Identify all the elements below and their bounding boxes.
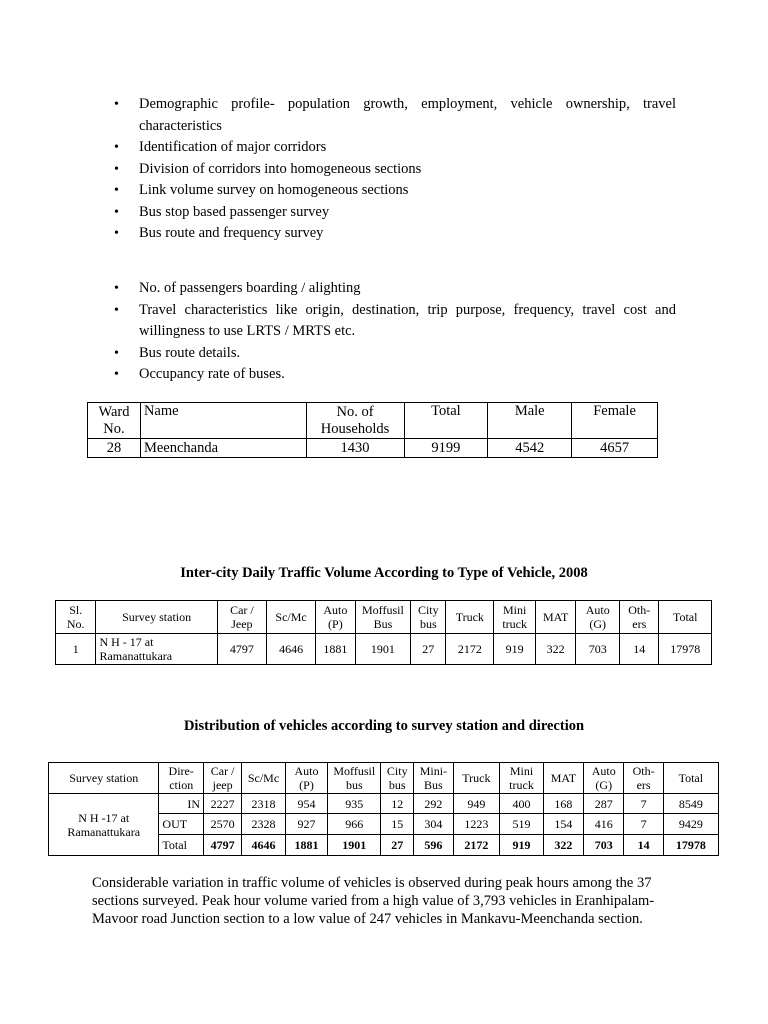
table-row	[49, 794, 719, 814]
table-cell: 8549	[663, 794, 718, 814]
table-cell: 1430	[306, 439, 404, 458]
table-cell: 9199	[404, 439, 488, 458]
table-header-cell: Oth- ers	[624, 763, 663, 794]
table-cell: 966	[328, 814, 381, 835]
table-header-cell: Survey station	[49, 763, 159, 794]
table-header-cell: Mini truck	[494, 601, 536, 634]
table-header-cell: Truck	[453, 763, 500, 794]
table-cell: 7	[624, 814, 663, 835]
ward-table	[87, 402, 658, 458]
list-item: • Occupancy rate of buses.	[112, 364, 676, 386]
table-header-cell: MAT	[543, 763, 583, 794]
table-header-cell: Car / Jeep	[217, 601, 266, 634]
table-cell: 27	[381, 835, 414, 856]
traffic-table-caption: Inter-city Daily Traffic Volume According to Type of Vehicle, 2008	[180, 565, 588, 581]
table-cell: N H -17 at Ramanattukara	[49, 794, 159, 856]
table-cell: 703	[576, 634, 620, 665]
table-header-row	[56, 601, 712, 634]
table-header-cell: City bus	[381, 763, 414, 794]
list-item: • Bus stop based passenger survey	[112, 202, 676, 224]
table-cell: 2172	[446, 634, 494, 665]
table-cell: 304	[414, 814, 453, 835]
table-header-cell: Total	[404, 403, 488, 439]
table-header-cell: Female	[572, 403, 658, 439]
list-item: • Link volume survey on homogeneous sections	[112, 180, 676, 202]
table-cell: 9429	[663, 814, 718, 835]
table-cell: 12	[381, 794, 414, 814]
table-header-cell: Auto (G)	[584, 763, 624, 794]
table-cell: 17978	[659, 634, 712, 665]
table-cell: 322	[535, 634, 575, 665]
list-item: • Travel characteristics like origin, destination, trip purpose, frequency, travel cost and willingness to use LRTS / MRTS etc.	[112, 300, 676, 343]
table-cell: 4542	[488, 439, 572, 458]
table-cell: 519	[500, 814, 544, 835]
table-header-cell: Moffusil Bus	[355, 601, 411, 634]
table-row	[88, 439, 658, 458]
table-header-cell: Total	[659, 601, 712, 634]
table-header-cell: Truck	[446, 601, 494, 634]
table-cell: 703	[584, 835, 624, 856]
table-cell: 27	[411, 634, 446, 665]
list-item: • Demographic profile- population growth, employment, vehicle ownership, travel characteristics	[112, 94, 676, 137]
table-cell: 400	[500, 794, 544, 814]
table-cell: 168	[543, 794, 583, 814]
table-header-cell: City bus	[411, 601, 446, 634]
list-item: • Division of corridors into homogeneous sections	[112, 159, 676, 181]
table-cell: 935	[328, 794, 381, 814]
table-header-cell: Total	[663, 763, 718, 794]
table-header-cell: Sl. No.	[56, 601, 96, 634]
table-header-cell: Car / jeep	[204, 763, 242, 794]
table-cell: 17978	[663, 835, 718, 856]
table-cell: 596	[414, 835, 453, 856]
table-header-cell: Auto (G)	[576, 601, 620, 634]
table-header-row	[88, 403, 658, 439]
table-cell: 292	[414, 794, 453, 814]
table-header-cell: Moffusil bus	[328, 763, 381, 794]
table-header-cell: Auto (P)	[316, 601, 355, 634]
table-header-row	[49, 763, 719, 794]
table-cell: 1	[56, 634, 96, 665]
table-header-cell: No. of Households	[306, 403, 404, 439]
table-cell: 927	[285, 814, 327, 835]
table-cell: 15	[381, 814, 414, 835]
table-cell: 919	[494, 634, 536, 665]
list-item: • Identification of major corridors	[112, 137, 676, 159]
table-cell: 4657	[572, 439, 658, 458]
table-cell: 2172	[453, 835, 500, 856]
table-cell: 1881	[316, 634, 355, 665]
table-header-cell: Mini- Bus	[414, 763, 453, 794]
table-header-cell: Oth- ers	[620, 601, 659, 634]
table-cell: 4797	[204, 835, 242, 856]
table-cell: 1901	[328, 835, 381, 856]
table-cell: 2227	[204, 794, 242, 814]
table-cell: 1901	[355, 634, 411, 665]
table-cell: 949	[453, 794, 500, 814]
passenger-survey-list	[112, 278, 676, 386]
table-header-cell: Dire- ction	[159, 763, 204, 794]
direction-distribution-table	[48, 762, 719, 856]
table-cell: 322	[543, 835, 583, 856]
table-cell: 4646	[267, 634, 316, 665]
table-header-cell: Survey station	[96, 601, 217, 634]
direction-table-caption: Distribution of vehicles according to survey station and direction	[183, 718, 585, 734]
traffic-volume-table	[55, 600, 712, 665]
list-item: • Bus route and frequency survey	[112, 223, 676, 245]
table-cell: 2570	[204, 814, 242, 835]
table-header-cell: Name	[140, 403, 306, 439]
table-cell: IN	[159, 794, 204, 814]
table-cell: 4646	[242, 835, 286, 856]
list-item: • No. of passengers boarding / alighting	[112, 278, 676, 300]
peak-hour-paragraph: Considerable variation in traffic volume of vehicles is observed during peak hours among the 37 sections surveyed. Peak hour volume varied from a high value of 3,793 vehicles in Eranhipalam-Mavoor road Junction section to a low value of 247 vehicles in Mankavu-Meenchanda section.	[92, 875, 655, 927]
table-header-cell: Mini truck	[500, 763, 544, 794]
table-row	[56, 634, 712, 665]
table-cell: 14	[624, 835, 663, 856]
table-cell: Total	[159, 835, 204, 856]
table-cell: Meenchanda	[140, 439, 306, 458]
table-cell: 287	[584, 794, 624, 814]
table-cell: 7	[624, 794, 663, 814]
table-cell: 954	[285, 794, 327, 814]
table-header-cell: Sc/Mc	[267, 601, 316, 634]
table-cell: N H - 17 at Ramanattukara	[96, 634, 217, 665]
table-cell: 14	[620, 634, 659, 665]
table-cell: 1881	[285, 835, 327, 856]
table-cell: 416	[584, 814, 624, 835]
table-cell: OUT	[159, 814, 204, 835]
table-cell: 28	[88, 439, 141, 458]
table-header-cell: Auto (P)	[285, 763, 327, 794]
table-header-cell: Ward No.	[88, 403, 141, 439]
table-header-cell: Male	[488, 403, 572, 439]
table-cell: 4797	[217, 634, 266, 665]
table-header-cell: MAT	[535, 601, 575, 634]
list-item: • Bus route details.	[112, 343, 676, 365]
table-cell: 2328	[242, 814, 286, 835]
table-cell: 154	[543, 814, 583, 835]
table-header-cell: Sc/Mc	[242, 763, 286, 794]
survey-scope-list	[112, 94, 676, 245]
table-cell: 1223	[453, 814, 500, 835]
table-cell: 2318	[242, 794, 286, 814]
table-cell: 919	[500, 835, 544, 856]
